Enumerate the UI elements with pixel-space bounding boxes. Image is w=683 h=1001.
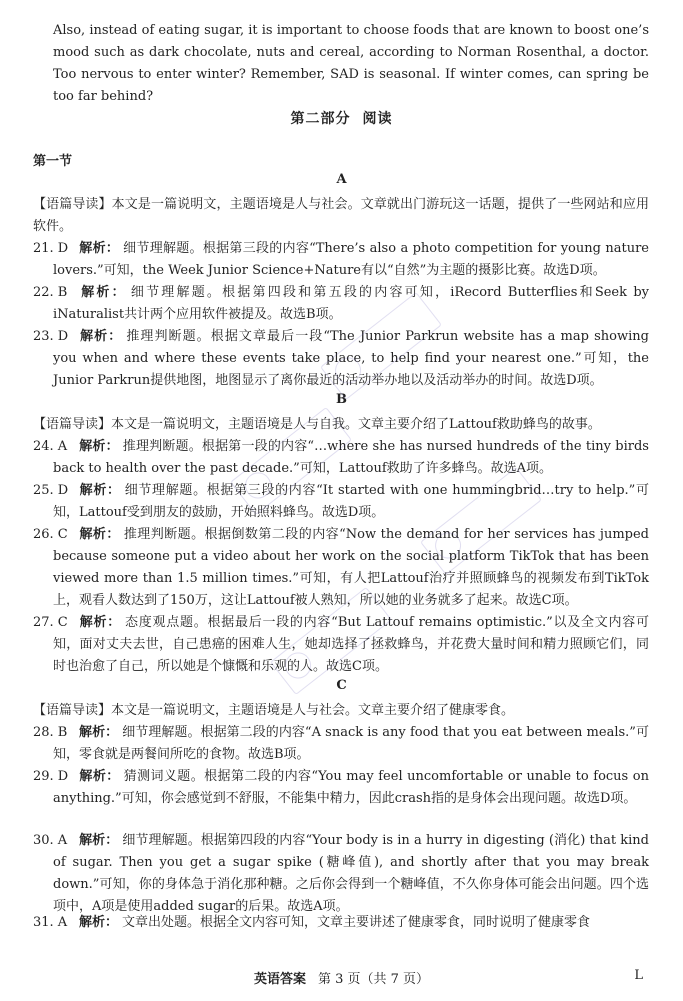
answer-number: 27. C: [33, 615, 68, 630]
answer-text: 推理判断题。根据第一段的内容“…where she has nursed hundreds of the tiny birds back to health over the past decade.”可知，Lattouf救助了许多蜂鸟。故选A项。: [53, 439, 649, 476]
answer-tag: 解析：: [79, 483, 121, 498]
answer-text: 细节理解题。根据第四段的内容“Your body is in a hurry in digesting (消化) that kind of sugar. Then you get a sugar spike (糖峰值), and shortly after that you may break down.”可知，你的身体急于消化那种糖。之后你会得到一个糖峰值，不久你身体可能会出问题。四个选项中，A项是使用added sugar的后果。故选A项。: [53, 833, 649, 914]
answer-number: 26. C: [33, 527, 68, 542]
answer-text: 态度观点题。根据最后一段的内容“But Lattouf remains optimistic.”以及全文内容可知，面对丈夫去世，自己患癌的困难人生，她却选择了拯救蜂鸟，并花费大量时间和精力照顾它们，同时也治愈了自己，所以她是个慷慨和乐观的人。故选C项。: [53, 615, 649, 674]
answer-number: 30. A: [33, 833, 68, 848]
intro-paragraph: Also, instead of eating sugar, it is important to choose foods that are known to boost one’s mood such as dark chocolate, nuts and cereal, according to Norman Rosenthal, a doctor. Too nervous to enter winter? Remember, SAD is seasonal. If winter comes, can spring be too far behind?: [53, 23, 649, 104]
answer-tag: 解析：: [79, 769, 120, 784]
answer-number: 31. A: [33, 915, 68, 930]
passage-guide-b: 【语篇导读】本文是一篇说明文，主题语境是人与自我。文章主要介绍了Lattouf救助蜂鸟的故事。: [33, 417, 601, 432]
answer-item-22: [33, 282, 649, 326]
answer-tag: 解析：: [79, 285, 127, 300]
answer-number: 29. D: [33, 769, 69, 784]
answer-text: 文章出处题。根据全文内容可知，文章主要讲述了健康零食，同时说明了健康零食: [122, 915, 591, 930]
answer-tag: 解析：: [79, 329, 123, 344]
answer-tag: 解析：: [79, 615, 121, 630]
answer-tag: 解析：: [79, 241, 120, 256]
section-part: 第二部分: [290, 111, 351, 127]
answer-text: 细节理解题。根据第四段和第五段的内容可知，iRecord Butterflies和Seek by iNaturalist共计两个应用软件被提及。故选B项。: [53, 285, 649, 322]
answer-item-30: [33, 830, 649, 918]
answer-item-29: [33, 766, 649, 810]
answer-number: 28. B: [33, 725, 68, 740]
subsection-title: 第一节: [33, 154, 73, 169]
answer-tag: 解析：: [79, 527, 120, 542]
answer-tag: 解析：: [79, 833, 119, 848]
footer-title: 英语答案: [253, 972, 306, 987]
answer-item-21: [33, 238, 649, 282]
answer-text: 细节理解题。根据第三段的内容“It started with one hummingbrid…try to help.”可知，Lattouf受到朋友的鼓励，开始照料蜂鸟。故选D项。: [53, 483, 649, 520]
answer-number: 25. D: [33, 483, 69, 498]
section-name: 阅读: [362, 111, 393, 127]
passage-label-b: B: [336, 392, 347, 407]
footer-letter: L: [634, 968, 643, 983]
answer-number: 24. A: [33, 439, 68, 454]
passage-label-a: A: [336, 172, 347, 187]
answer-tag: 解析：: [79, 725, 119, 740]
answer-item-25: [33, 480, 649, 524]
answer-item-28: [33, 722, 649, 766]
answer-tag: 解析：: [79, 915, 119, 930]
page-footer: [0, 968, 683, 987]
passage-guide-c: 【语篇导读】本文是一篇说明文，主题语境是人与社会。文章主要介绍了健康零食。: [33, 703, 515, 718]
answer-item-31: [33, 912, 649, 934]
answer-text: 猜测词义题。根据第二段的内容“You may feel uncomfortable or unable to focus on anything.”可知，你会感觉到不舒服，不能集中精力，因此crash指的是身体会出现问题。故选D项。: [53, 769, 649, 806]
passage-label-c: C: [336, 678, 347, 693]
answer-text: 推理判断题。根据倒数第二段的内容“Now the demand for her services has jumped because someone put a video about her work on the social platform TikTok that has been viewed more than 1.5 million times.”可知，有人把Lattouf治疗并照顾蜂鸟的视频发布到TikTok上，观看人数达到了150万，这让Lattouf被人熟知，所以她的业务就多了起来。故选C项。: [53, 527, 649, 608]
answer-number: 23. D: [33, 329, 69, 344]
passage-guide-a: 【语篇导读】本文是一篇说明文，主题语境是人与社会。文章就出门游玩这一话题，提供了一些网站和应用软件。: [33, 197, 649, 234]
answer-text: 细节理解题。根据第二段的内容“A snack is any food that you eat between meals.”可知，零食就是两餐间所吃的食物。故选B项。: [53, 725, 649, 762]
answer-item-26: [33, 524, 649, 612]
answer-number: 22. B: [33, 285, 68, 300]
answer-number: 21. D: [33, 241, 69, 256]
answer-text: 推理判断题。根据文章最后一段“The Junior Parkrun website has a map showing you when and where these events take place, to help find your nearest one.”可知，the Junior Parkrun提供地图，地图显示了离你最近的活动举办地以及活动举办的时间。故选D项。: [53, 329, 649, 388]
answer-text: 细节理解题。根据第三段的内容“There’s also a photo competition for young nature lovers.”可知，the Week Junior Science+Nature有以“自然”为主题的摄影比赛。故选D项。: [53, 241, 649, 278]
footer-page-number: 第 3 页（共 7 页）: [317, 972, 430, 987]
answer-tag: 解析：: [79, 439, 119, 454]
section-title: [0, 108, 683, 128]
